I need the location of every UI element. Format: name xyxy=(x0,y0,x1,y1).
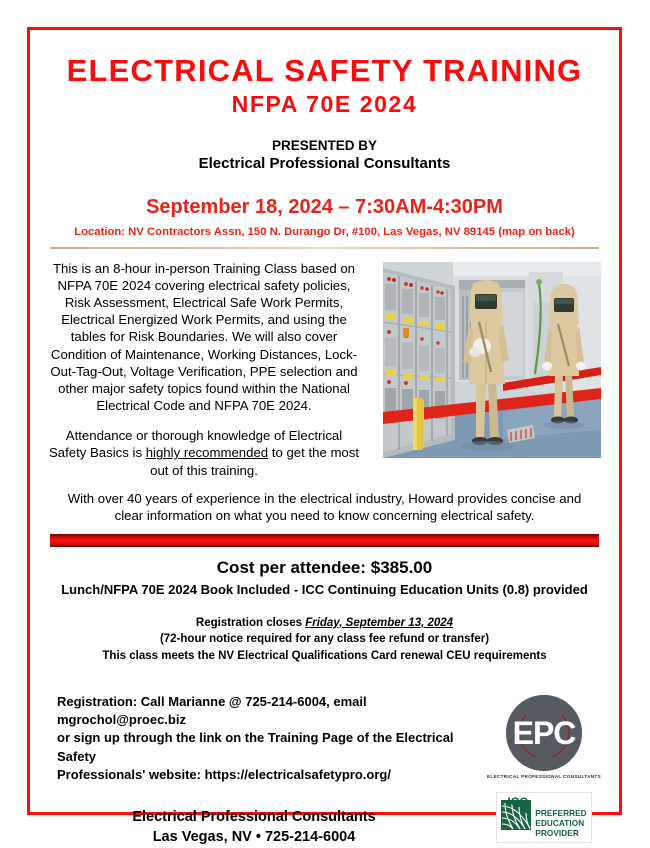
footer-org-contact: Las Vegas, NV • 725-214-6004 xyxy=(152,829,356,846)
ceu-notice: This class meets the NV Electrical Qualifications Card renewal CEU requirements xyxy=(102,649,547,662)
photo-column xyxy=(366,260,601,458)
recommendation-suffix: to get the most out of this training. xyxy=(150,445,360,478)
event-date-time: September 18, 2024 – 7:30AM-4:30PM xyxy=(146,196,503,219)
epc-logo-letters: EPC xyxy=(512,714,576,751)
icc-logo-abbr: ICC xyxy=(507,794,528,809)
registration-notes xyxy=(48,615,601,665)
registration-closes xyxy=(48,615,601,632)
registration-closes-prefix: Registration closes xyxy=(195,616,306,629)
contact-line-1: Registration: Call Marianne @ 725-214-6004, email mgrochol@proec.biz xyxy=(57,693,367,728)
body-section xyxy=(48,260,601,479)
registration-closes-date: Friday, September 13, 2024 xyxy=(305,616,454,629)
logo-column xyxy=(487,693,601,843)
instructor-paragraph: With over 40 years of experience in the electrical industry, Howard provides concise and clear information on what you need to know concerning electrical safety. xyxy=(67,490,582,524)
icc-logo-line-3: PROVIDER xyxy=(535,828,579,838)
icc-logo-text xyxy=(507,794,587,839)
page-title: ELECTRICAL SAFETY TRAINING xyxy=(66,53,583,88)
arc-flash-training-photo xyxy=(383,262,601,458)
red-divider-bar xyxy=(50,534,599,547)
description-column xyxy=(48,260,366,479)
recommendation-paragraph xyxy=(48,427,360,478)
icc-preferred-education-provider-logo xyxy=(496,792,591,843)
recommendation-prefix: Attendance or thorough knowledge of Electrical Safety Basics is xyxy=(48,428,343,461)
epc-logo-tagline: ELECTRICAL PROFESSIONAL CONSULTANTS xyxy=(487,773,601,779)
presented-by-org: Electrical Professional Consultants xyxy=(198,154,451,172)
footer-org-name: Electrical Professional Consultants xyxy=(132,808,376,825)
icc-logo-line-2: EDUCATION xyxy=(535,818,585,828)
page-subtitle: NFPA 70E 2024 xyxy=(231,90,418,117)
red-border-frame xyxy=(27,27,622,846)
footer-section xyxy=(48,693,601,848)
flyer-content xyxy=(30,30,619,846)
presented-by-label: PRESENTED BY xyxy=(271,137,378,153)
divider-rule xyxy=(50,247,599,249)
cost-per-attendee: Cost per attendee: $385.00 xyxy=(216,557,433,577)
contact-column xyxy=(48,693,487,848)
cost-includes: Lunch/NFPA 70E 2024 Book Included - ICC Continuing Education Units (0.8) provided xyxy=(61,581,588,597)
recommendation-emphasis: highly recommended xyxy=(145,445,269,461)
contact-line-2: or sign up through the link on the Training Page of the Electrical Safety xyxy=(57,730,454,764)
description-paragraph: This is an 8-hour in-person Training Class based on NFPA 70E 2024 covering electrical safety policies, Risk Assessment, Electrical Safe Work Permits, Electrical Energized Work Permits, and using the tables for Risk Boundaries. We will also cover Condition of Maintenance, Working Distances, Lock-Out-Tag-Out, Voltage Verification, PPE selection and other major safety topics found within the National Electrical Code and NFPA 70E 2024. xyxy=(50,260,358,414)
epc-logo xyxy=(487,695,601,779)
icc-logo-line-1: PREFERRED xyxy=(535,808,587,818)
epc-logo-circle-icon xyxy=(506,695,582,771)
event-location: Location: NV Contractors Assn, 150 N. Durango Dr, #100, Las Vegas, NV 89145 (map on back) xyxy=(74,226,575,239)
refund-notice: (72-hour notice required for any class fee refund or transfer) xyxy=(159,633,490,646)
contact-line-3: Professionals' website: https://electricalsafetypro.org/ xyxy=(57,767,391,783)
